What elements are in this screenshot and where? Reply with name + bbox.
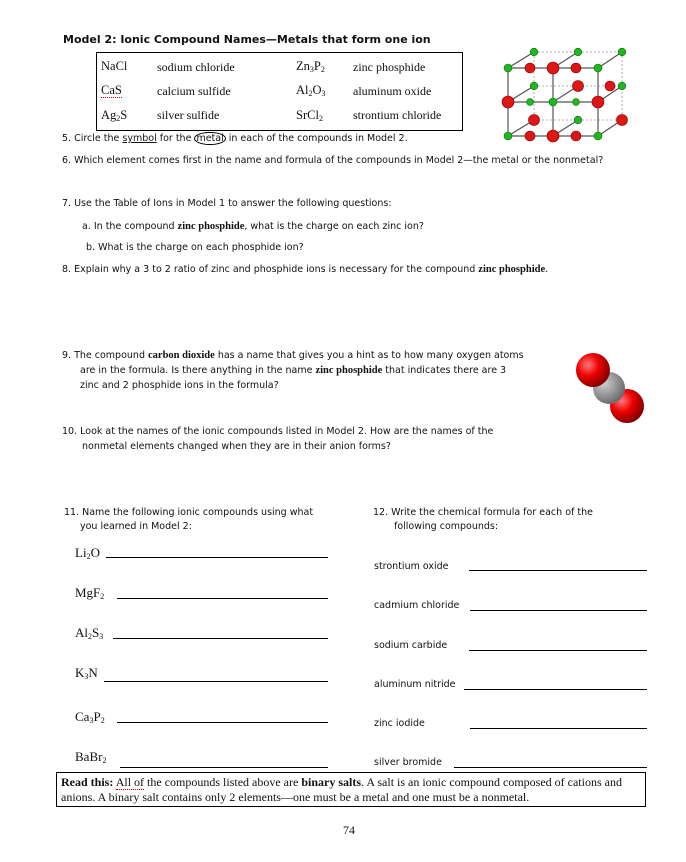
q12-compound: silver bromide [374,757,442,768]
q12-compound: zinc iodide [374,718,425,729]
q11-compound: BaBr$_2$ [75,749,107,765]
compound-formula: $Al_2O_3$ [296,83,326,98]
answer-line[interactable] [106,557,328,558]
read-this-line-2: anions. A binary salt contains only 2 elements—one must be a metal and one must be a nonmetal. [61,790,530,804]
answer-line[interactable] [469,570,647,571]
answer-line[interactable] [117,598,328,599]
question-11-line-2: you learned in Model 2: [80,521,192,532]
question-10-line-1: 10. Look at the names of the ionic compounds listed in Model 2. How are the names of the [62,426,494,437]
compound-formula: $Zn_3P_2$ [296,59,325,74]
q11-compound: MgF$_2$ [75,585,105,601]
answer-line[interactable] [120,767,328,768]
answer-line[interactable] [104,681,328,682]
compound-name: silver sulfide [157,108,220,122]
compound-name: calcium sulfide [157,84,231,98]
q11-compound: $Li_2O$ [75,545,100,561]
question-7: 7. Use the Table of Ions in Model 1 to answer the following questions: [62,198,392,209]
compound-name: aluminum oxide [353,84,432,98]
q11-compound: $K_3N$ [75,665,98,681]
q11-compound: $Al_2S_3$ [75,625,104,641]
compound-name: strontium chloride [353,108,442,122]
answer-line[interactable] [470,610,647,611]
question-7b: b. What is the charge on each phosphide ion? [86,242,304,253]
page-number: 74 [343,823,355,837]
answer-line[interactable] [117,722,328,723]
q12-compound: sodium carbide [374,640,448,651]
compound-formula: SrCl$_2$ [296,108,323,123]
compound-formula: $Ag_2S$ [101,108,128,123]
question-11-line-1: 11. Name the following ionic compounds using what [64,507,314,518]
compound-formula: NaCl [101,59,128,73]
question-8: 8. Explain why a 3 to 2 ratio of zinc and phosphide ions is necessary for the compound zinc phosphide. [62,264,549,275]
q11-compound: $Ca_3P_2$ [75,709,105,725]
compound-name: sodium chloride [157,60,235,74]
answer-line[interactable] [464,689,647,690]
question-12-line-1: 12. Write the chemical formula for each of the [373,507,593,518]
question-9-line-1: 9. The compound carbon dioxide has a name that gives you a hint as to how many oxygen atoms [62,350,524,361]
question-7a: a. In the compound zinc phosphide, what is the charge on each zinc ion? [82,221,424,232]
question-12-line-2: following compounds: [394,521,499,532]
answer-line[interactable] [113,638,328,639]
crystal-lattice-image [494,38,634,150]
model-title: Model 2: Ionic Compound Names—Metals that form one ion [63,33,431,46]
answer-line[interactable] [454,767,647,768]
compound-formula: CaS [101,83,122,97]
q12-compound: strontium oxide [374,561,449,572]
question-10-line-2: nonmetal elements changed when they are in their anion forms? [82,441,391,452]
q12-compound: cadmium chloride [374,600,460,611]
q12-compound: aluminum nitride [374,679,456,690]
question-6: 6. Which element comes first in the name and formula of the compounds in Model 2—the metal or the nonmetal? [62,155,604,166]
answer-line[interactable] [470,728,647,729]
answer-line[interactable] [469,650,647,651]
read-this-line-1: Read this: All of the compounds listed above are binary salts. A salt is an ionic compound composed of cations and [61,775,622,789]
carbon-dioxide-molecule-image [572,350,648,426]
compound-name: zinc phosphide [353,60,426,74]
question-9-line-2: are in the formula. Is there anything in the name zinc phosphide that indicates there are 3 [80,365,507,376]
question-9-line-3: zinc and 2 phosphide ions in the formula? [80,380,279,391]
question-5: 5. Circle the symbol for the metal in each of the compounds in Model 2. [62,133,408,144]
circled-word: metal [196,133,224,144]
